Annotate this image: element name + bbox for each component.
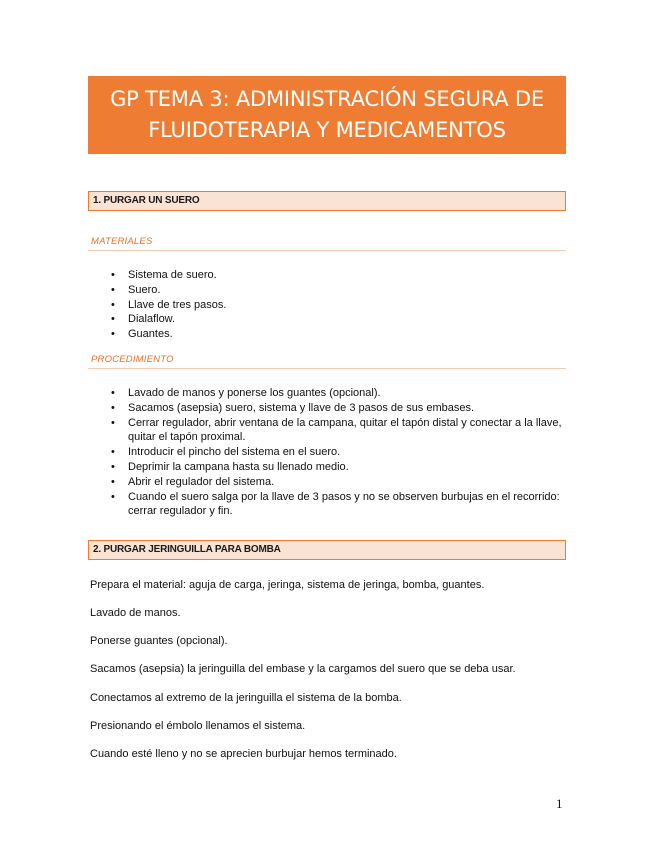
section-2-heading: 2. PURGAR JERINGUILLA PARA BOMBA bbox=[88, 540, 566, 560]
paragraph: Prepara el material: aguja de carga, jeringa, sistema de jeringa, bomba, guantes. bbox=[90, 579, 485, 591]
procedure-list bbox=[88, 386, 566, 519]
paragraph: Ponerse guantes (opcional). bbox=[90, 635, 228, 647]
list-item: • Suero. bbox=[128, 283, 566, 298]
list-item: • Lavado de manos y ponerse los guantes (opcional). bbox=[128, 386, 566, 401]
procedure-subheading: PROCEDIMIENTO bbox=[88, 354, 566, 369]
materials-list bbox=[88, 268, 566, 342]
materials-subheading: MATERIALES bbox=[88, 236, 566, 251]
paragraph: Sacamos (asepsia) la jeringuilla del embase y la cargamos del suero que se deba usar. bbox=[90, 663, 516, 675]
list-item: • Guantes. bbox=[128, 327, 566, 342]
document-title bbox=[88, 76, 566, 154]
title-line-1: GP TEMA 3: ADMINISTRACIÓN SEGURA DE bbox=[110, 87, 544, 111]
paragraph: Conectamos al extremo de la jeringuilla el sistema de la bomba. bbox=[90, 692, 402, 704]
list-item: • Cuando el suero salga por la llave de 3 pasos y no se observen burbujas en el recorrido: cerrar regulador y fin. bbox=[128, 490, 566, 520]
paragraph: Presionando el émbolo llenamos el sistema. bbox=[90, 720, 306, 732]
page-number: 1 bbox=[556, 796, 563, 811]
paragraph: Cuando esté lleno y no se aprecien burbujar hemos terminado. bbox=[90, 748, 397, 760]
list-item: • Introducir el pincho del sistema en el suero. bbox=[128, 445, 566, 460]
paragraph: Lavado de manos. bbox=[90, 607, 181, 619]
list-item: • Llave de tres pasos. bbox=[128, 298, 566, 313]
list-item: • Sacamos (asepsia) suero, sistema y llave de 3 pasos de sus embases. bbox=[128, 401, 566, 416]
list-item: • Cerrar regulador, abrir ventana de la campana, quitar el tapón distal y conectar a la llave, quitar el tapón proximal. bbox=[128, 416, 566, 446]
title-line-2: FLUIDOTERAPIA Y MEDICAMENTOS bbox=[148, 118, 506, 142]
list-item: • Abrir el regulador del sistema. bbox=[128, 475, 566, 490]
list-item: • Dialaflow. bbox=[128, 312, 566, 327]
list-item: • Sistema de suero. bbox=[128, 268, 566, 283]
section-1-heading: 1. PURGAR UN SUERO bbox=[88, 191, 566, 211]
list-item: • Deprimir la campana hasta su llenado medio. bbox=[128, 460, 566, 475]
